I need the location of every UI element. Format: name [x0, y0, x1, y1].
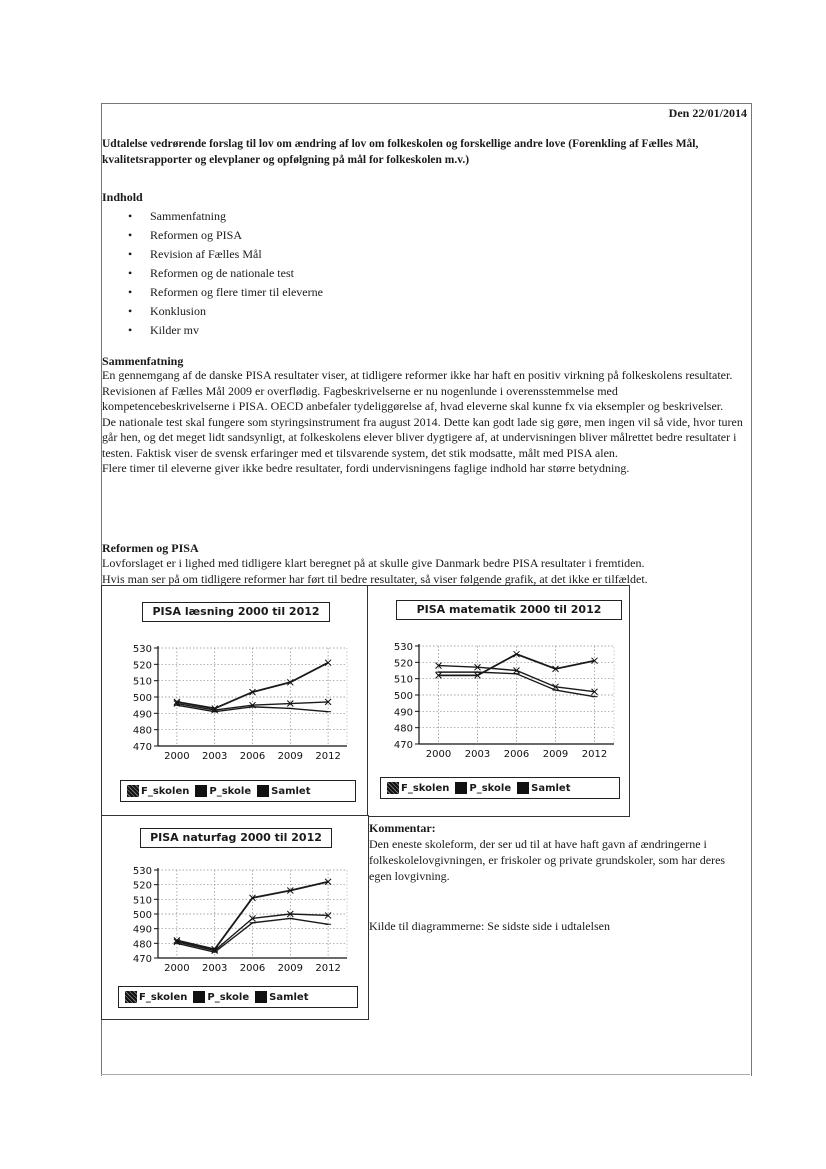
x-tick-label: 2009	[277, 963, 304, 974]
legend-label: P_skole	[469, 782, 512, 794]
reform-text	[102, 556, 748, 587]
y-tick-label: 500	[132, 910, 152, 921]
chart-legend	[120, 780, 356, 802]
legend-swatch	[517, 782, 529, 794]
x-tick-label: 2006	[239, 751, 266, 762]
legend-item	[193, 991, 249, 1003]
chart-box-math	[367, 585, 630, 817]
y-tick-label: 490	[132, 709, 152, 721]
legend-item	[257, 785, 310, 797]
legend-item	[125, 991, 187, 1003]
line-chart-science	[102, 860, 368, 980]
legend-label: Samlet	[271, 785, 311, 797]
y-tick-label: 510	[132, 676, 152, 688]
date: Den 22/01/2014	[668, 106, 747, 120]
line-chart-math	[368, 636, 629, 786]
comment-heading: Kommentar:	[369, 821, 436, 835]
x-tick-label: 2009	[277, 751, 304, 762]
legend-swatch	[455, 782, 467, 794]
toc-item: • Sammenfatning	[102, 207, 323, 226]
legend-item	[455, 782, 511, 794]
chart-box-science	[101, 815, 369, 1020]
y-tick-label: 510	[393, 674, 413, 686]
toc-item: • Revision af Fælles Mål	[102, 245, 323, 264]
toc-item: • Reformen og PISA	[102, 226, 323, 245]
x-tick-label: 2003	[464, 749, 491, 760]
comment-block	[369, 820, 749, 934]
legend-swatch	[255, 991, 267, 1003]
x-tick-label: 2000	[164, 751, 190, 762]
toc-item: • Reformen og flere timer til eleverne	[102, 283, 323, 302]
line-chart-reading	[102, 638, 368, 788]
summary-paragraph: De nationale test skal fungere som styringsinstrument fra august 2014. Dette kan godt lade sig gøre, men ingen vil så vide, hvor turen går hen, og det meget lidt sandsynligt, at folkeskolens elever bliver dygtigere af, at undervisningen bliver målrettet bedre resultater i testen. Faktisk viser de svensk erfaringer med et tilsvarende system, det stik modsatte, målt med PISA alen.	[102, 414, 743, 460]
y-tick-label: 470	[132, 742, 152, 753]
x-tick-label: 2012	[315, 751, 341, 762]
y-tick-label: 500	[393, 691, 413, 702]
legend-item	[517, 782, 570, 794]
x-tick-label: 2003	[201, 963, 228, 974]
y-tick-label: 470	[393, 740, 413, 751]
summary-heading: Sammenfatning	[102, 354, 184, 368]
legend-swatch	[193, 991, 205, 1003]
summary-paragraph: Flere timer til eleverne giver ikke bedre resultater, fordi undervisningens faglige indhold har større betydning.	[102, 461, 630, 475]
chart-box-reading	[101, 585, 369, 817]
y-tick-label: 480	[132, 725, 152, 737]
x-tick-label: 2003	[201, 751, 228, 762]
table-of-contents	[102, 207, 323, 340]
chart-title: PISA naturfag 2000 til 2012	[140, 828, 332, 848]
reform-paragraph: Lovforslaget er i lighed med tidligere klart beregnet på at skulle give Danmark bedre PISA resultater i fremtiden.	[102, 556, 645, 570]
legend-swatch	[257, 785, 269, 797]
chart-title: PISA matematik 2000 til 2012	[396, 600, 622, 620]
legend-label: F_skolen	[401, 782, 450, 794]
y-tick-label: 530	[132, 644, 152, 655]
x-tick-label: 2006	[503, 749, 530, 760]
x-tick-label: 2009	[542, 749, 569, 760]
x-tick-label: 2000	[164, 963, 190, 974]
chart-title: PISA læsning 2000 til 2012	[142, 602, 330, 622]
legend-item	[127, 785, 189, 797]
y-tick-label: 510	[132, 895, 152, 907]
y-tick-label: 480	[393, 723, 413, 735]
legend-swatch	[195, 785, 207, 797]
chart-legend	[380, 777, 620, 799]
legend-swatch	[127, 785, 139, 797]
legend-label: F_skolen	[141, 785, 190, 797]
legend-swatch	[387, 782, 399, 794]
toc-item: • Konklusion	[102, 302, 323, 321]
summary-text	[102, 368, 748, 477]
toc-item: • Kilder mv	[102, 321, 323, 340]
legend-item	[255, 991, 308, 1003]
y-tick-label: 490	[393, 707, 413, 719]
date-row	[102, 103, 749, 121]
x-tick-label: 2012	[315, 963, 341, 974]
y-tick-label: 520	[393, 658, 413, 670]
summary-paragraph: Revisionen af Fælles Mål 2009 er overflødig. Fagbeskrivelserne er nu nogenlunde i overensstemmelse med kompetencebeskrivelserne i PISA. OECD anbefaler tydeliggørelse af, hvad eleverne skal kunne fx via eksempler og beskrivelser.	[102, 383, 724, 413]
legend-item	[195, 785, 251, 797]
toc-item: • Reformen og de nationale test	[102, 264, 323, 283]
y-tick-label: 520	[132, 660, 152, 672]
legend-label: P_skole	[207, 991, 250, 1003]
y-tick-label: 520	[132, 880, 152, 892]
chart-source-note: Kilde til diagrammerne: Se sidste side i udtalelsen	[369, 919, 610, 933]
y-tick-label: 470	[132, 954, 152, 965]
y-tick-label: 500	[132, 693, 152, 704]
data-point	[325, 660, 331, 666]
legend-label: Samlet	[531, 782, 571, 794]
comment-text: Den eneste skoleform, der ser ud til at have haft gavn af ændringerne i folkeskolelovgivningen, er friskoler og private grundskoler, som har deres egen lovgivning.	[369, 837, 726, 883]
legend-label: F_skolen	[139, 991, 188, 1003]
legend-swatch	[125, 991, 137, 1003]
legend-item	[387, 782, 449, 794]
summary-paragraph: En gennemgang af de danske PISA resultater viser, at tidligere reformer ikke har haft en positiv virkning på folkeskolens resultater.	[102, 368, 733, 382]
toc-heading: Indhold	[102, 190, 143, 204]
document-title: Udtalelse vedrørende forslag til lov om ændring af lov om folkeskolen og forskellige andre love (Forenkling af Fælles Mål, kvalitetsrapporter og elevplaner og opfølgning på mål for folkeskolen m.v.)	[102, 138, 699, 166]
legend-label: P_skole	[209, 785, 252, 797]
y-tick-label: 490	[132, 924, 152, 936]
y-tick-label: 530	[393, 642, 413, 653]
legend-label: Samlet	[269, 991, 309, 1003]
y-tick-label: 530	[132, 866, 152, 877]
chart-legend	[118, 986, 358, 1008]
reform-heading: Reformen og PISA	[102, 541, 199, 555]
x-tick-label: 2006	[239, 963, 266, 974]
y-tick-label: 480	[132, 939, 152, 951]
reform-paragraph: Hvis man ser på om tidligere reformer har ført til bedre resultater, så viser følgende grafik, at det ikke er tilfældet.	[102, 571, 648, 586]
x-tick-label: 2000	[425, 749, 452, 760]
page-frame-bottom	[101, 1074, 750, 1075]
x-tick-label: 2012	[581, 749, 608, 760]
